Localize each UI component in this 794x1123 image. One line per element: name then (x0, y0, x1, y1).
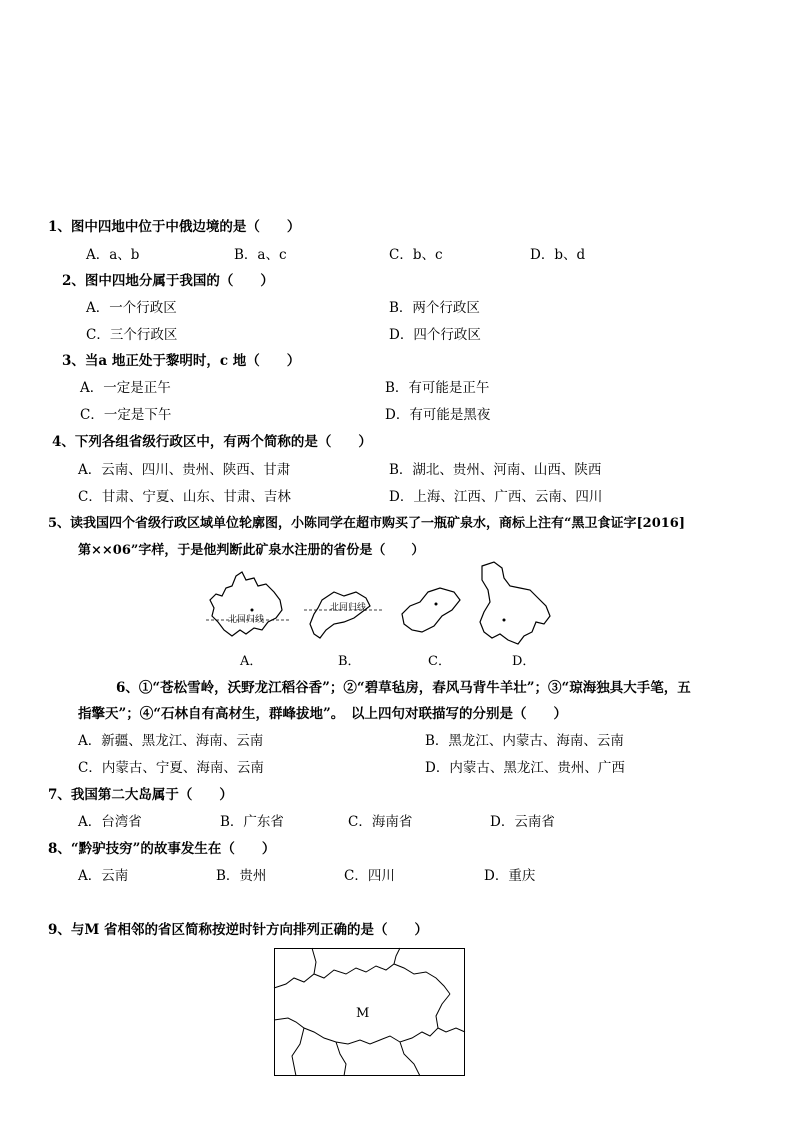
map-d-outline (474, 560, 554, 646)
q6-option-c[interactable]: C．内蒙古、宁夏、海南、云南 (78, 760, 264, 776)
q2-option-a[interactable]: A．一个行政区 (86, 300, 177, 316)
map-b-tropic-label: 北回归线 (330, 603, 367, 613)
q1-option-d[interactable]: D．b、d (530, 247, 586, 263)
map-m-label: M (356, 1006, 370, 1021)
q6-option-b[interactable]: B．黑龙江、内蒙古、海南、云南 (425, 733, 624, 749)
question-6-line-2: 指擎天”；④“石林自有高材生，群峰拔地”。 以上四句对联描写的分别是（ ） (78, 706, 568, 722)
q2-option-c[interactable]: C．三个行政区 (86, 327, 178, 343)
q6-option-a[interactable]: A．新疆、黑龙江、海南、云南 (78, 733, 264, 749)
q7-option-d[interactable]: D．云南省 (490, 814, 555, 830)
q4-option-d[interactable]: D．上海、江西、广西、云南、四川 (389, 489, 603, 505)
question-3: 3、当a 地正处于黎明时，c 地（ ） (62, 353, 301, 369)
question-8: 8、“黔驴技穷”的故事发生在（ ） (48, 841, 276, 857)
map-label-b: B． (338, 654, 361, 669)
q7-option-b[interactable]: B．广东省 (220, 814, 284, 830)
q2-option-b[interactable]: B．两个行政区 (389, 300, 480, 316)
q4-option-a[interactable]: A．云南、四川、贵州、陕西、甘肃 (78, 462, 291, 478)
map-c-outline (398, 586, 464, 634)
question-9: 9、与M 省相邻的省区简称按逆时针方向排列正确的是（ ） (48, 922, 429, 938)
q7-option-a[interactable]: A．台湾省 (78, 814, 142, 830)
q3-option-d[interactable]: D．有可能是黑夜 (385, 407, 491, 423)
q8-option-d[interactable]: D．重庆 (484, 868, 536, 884)
q3-option-a[interactable]: A．一定是正午 (80, 380, 171, 396)
q8-option-c[interactable]: C．四川 (344, 868, 395, 884)
map-a-tropic-label: 北回归线 (228, 615, 265, 625)
question-1: 1、图中四地中位于中俄边境的是（ ） (48, 219, 301, 235)
question-5-line-2: 第××06”字样，于是他判断此矿泉水注册的省份是（ ） (78, 543, 425, 558)
q3-option-b[interactable]: B．有可能是正午 (385, 380, 490, 396)
map-b-outline (304, 588, 384, 644)
question-7: 7、我国第二大岛属于（ ） (48, 787, 233, 803)
q2-option-d[interactable]: D．四个行政区 (389, 327, 481, 343)
q4-option-b[interactable]: B．湖北、贵州、河南、山西、陕西 (389, 462, 602, 478)
q4-option-c[interactable]: C．甘肃、宁夏、山东、甘肃、吉林 (78, 489, 291, 505)
q6-option-d[interactable]: D．内蒙古、黑龙江、贵州、广西 (425, 760, 625, 776)
question-2: 2、图中四地分属于我国的（ ） (62, 273, 274, 289)
q8-option-a[interactable]: A．云南 (78, 868, 129, 884)
question-5-line-1: 5、读我国四个省级行政区域单位轮廓图，小陈同学在超市购买了一瓶矿泉水，商标上注有“黑卫食证字[2016] (48, 516, 686, 531)
map-label-a: A． (240, 654, 263, 669)
q7-option-c[interactable]: C．海南省 (348, 814, 413, 830)
q1-option-b[interactable]: B．a、c (234, 247, 287, 263)
question-6-line-1: 6、①“苍松雪岭，沃野龙江稻谷香”；②“碧草毡房，春风马背牛羊壮”；③“琼海独具大手笔，五 (116, 680, 691, 696)
q3-option-c[interactable]: C．一定是下午 (80, 407, 172, 423)
map-a-outline (206, 570, 290, 642)
map-label-d: D． (512, 654, 536, 669)
question-4: 4、下列各组省级行政区中，有两个简称的是（ ） (52, 434, 372, 450)
q1-option-c[interactable]: C．b、c (389, 247, 443, 263)
map-m-province (274, 948, 465, 1076)
map-label-c: C． (428, 654, 451, 669)
q8-option-b[interactable]: B．贵州 (216, 868, 267, 884)
q1-option-a[interactable]: A．a、b (86, 247, 140, 263)
